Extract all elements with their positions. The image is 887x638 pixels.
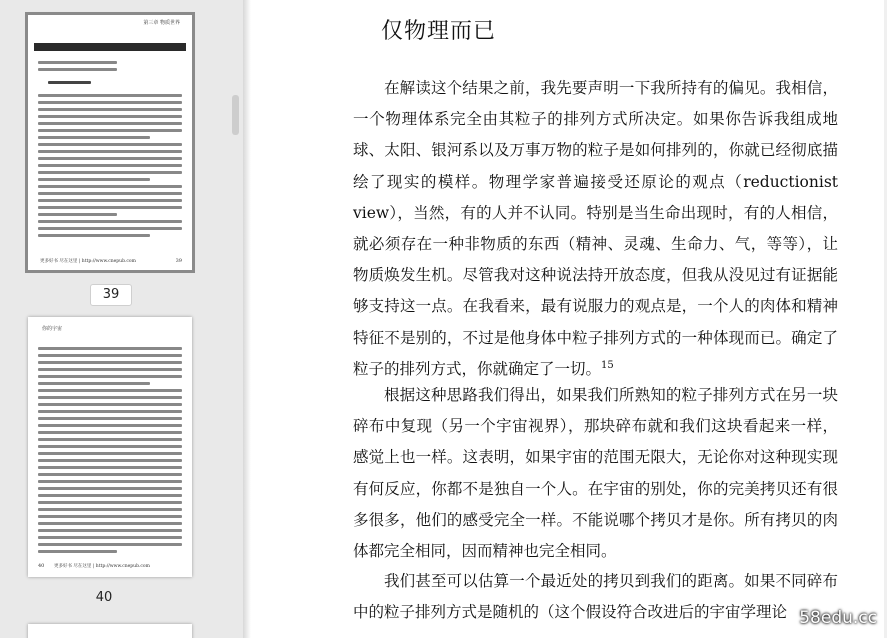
thumbnail-footer: 更多好书 尽在这里 | http://www.cnepub.com	[54, 564, 150, 569]
thumbnail-page-40[interactable]	[28, 317, 192, 577]
paragraph-text: 根据这种思路我们得出，如果我们所熟知的粒子排列方式在另一块碎布中复现（另一个宇宙视界），那块碎布就和我们这块看起来一样，感觉上也一样。这表明，如果宇宙的范围无限大，无论你对这种现实现有何反应，你都不是独自一个人。在宇宙的别处，你的完美拷贝还有很多很多，他们的感受完全一样。不能说哪个拷贝才是你。所有拷贝的肉体都完全相同，因而精神也完全相同。	[353, 386, 838, 561]
thumbnail-page-39[interactable]	[28, 15, 192, 270]
paragraph	[353, 380, 838, 567]
sidebar-scrollbar[interactable]	[232, 95, 239, 135]
thumbnail-label-39[interactable]: 39	[90, 284, 132, 306]
thumbnail-page-marker: 39	[175, 258, 182, 264]
thumbnail-page-41[interactable]	[28, 624, 192, 638]
paragraph-text: 我们甚至可以估算一个最近处的拷贝到我们的距离。如果不同碎布中的粒子排列方式是随机的（这个假设符合改进后的宇宙学理论	[353, 572, 838, 622]
thumbnail-header-band	[34, 43, 186, 51]
thumbnail-header: 你的宇宙	[42, 326, 63, 332]
thumbnail-header: 第三章 物质世界	[143, 20, 180, 26]
page-gutter	[243, 0, 251, 638]
paragraph-text: 在解读这个结果之前，我先要声明一下我所持有的偏见。我相信，一个物理体系完全由其粒子的排列方式所决定。如果你告诉我组成地球、太阳、银河系以及万事万物的粒子是如何排列的，你就已经彻底描绘了现实的模样。物理学家普遍接受还原论的观点（reductionist view），当然，有的人并不认同。特别是当生命出现时，有的人相信，就必须存在一种非物质的东西（精神、灵魂、生命力、气，等等），让物质焕发生机。尽管我对这种说法持开放态度，但我从没见过有证据能够支持这一点。在我看来，最有说服力的观点是，一个人的肉体和精神特征不是别的，不过是他身体中粒子排列方式的一种体现而已。确定了粒子的排列方式，你就确定了一切。	[353, 79, 838, 378]
document-page	[243, 0, 887, 638]
thumbnail-label-40[interactable]: 40	[95, 590, 113, 605]
thumbnail-text-block	[38, 343, 182, 557]
paragraph	[353, 566, 838, 628]
watermark: 58edu.cc	[799, 608, 877, 628]
thumbnail-text-block	[38, 57, 182, 241]
thumbnail-page-marker: 40	[38, 563, 45, 569]
footnote-marker[interactable]: 15	[601, 359, 614, 371]
paragraph	[353, 73, 838, 385]
section-title: 仅物理而已	[381, 19, 497, 44]
thumbnail-footer: 更多好书 尽在这里 | http://www.cnepub.com	[40, 259, 136, 264]
thumbnail-sidebar	[0, 0, 242, 638]
